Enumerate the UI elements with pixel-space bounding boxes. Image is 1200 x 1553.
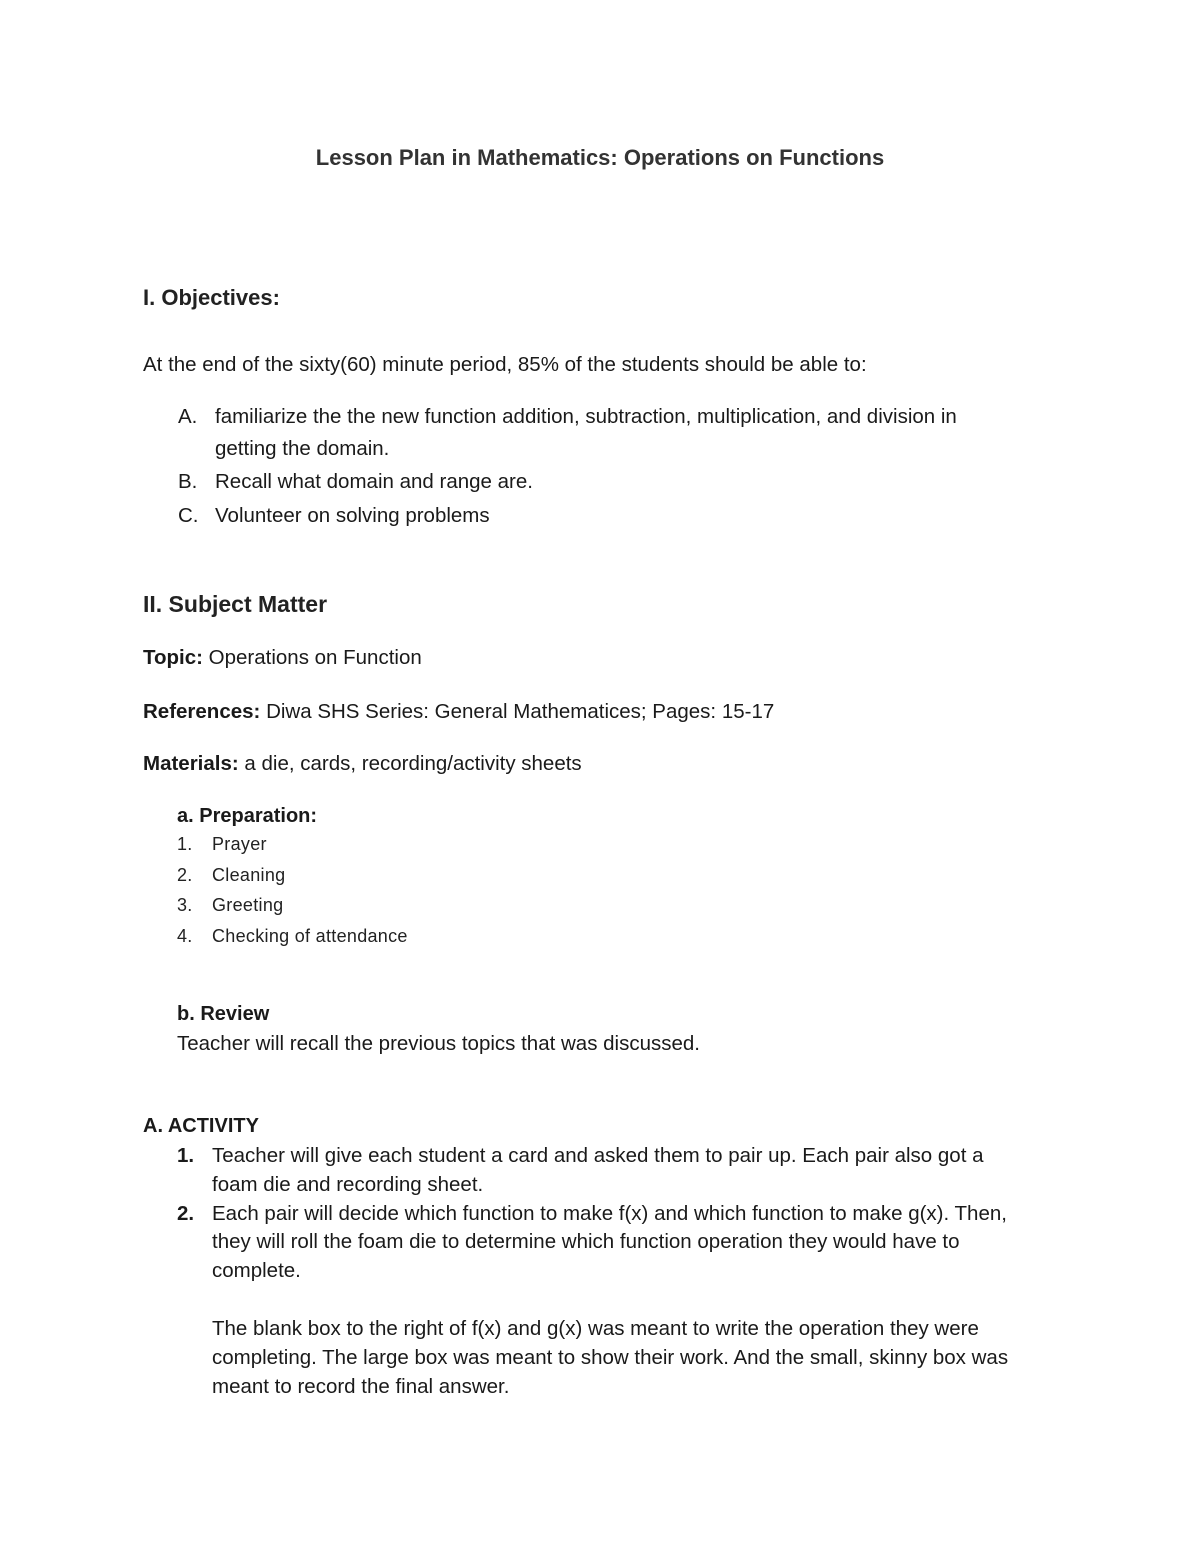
activity-2-line1: Each pair will decide which function to make f(x) and which function to make g(x). Then, xyxy=(212,1202,1007,1225)
materials-value: a die, cards, recording/activity sheets xyxy=(238,752,582,775)
activity-2-line2: they will roll the foam die to determine which function operation they would have to xyxy=(212,1230,960,1253)
preparation-item-3: Greeting xyxy=(212,895,284,915)
preparation-marker-3: 3. xyxy=(177,895,193,915)
page-title: Lesson Plan in Mathematics: Operations on Functions xyxy=(315,145,885,170)
objective-a-line1: familiarize the the new function addition, subtraction, multiplication, and division in xyxy=(215,405,957,428)
topic-value: Operations on Function xyxy=(202,646,422,669)
objective-b-line1: Recall what domain and range are. xyxy=(215,470,533,493)
objectives-intro: At the end of the sixty(60) minute period, 85% of the students should be able to: xyxy=(143,353,867,376)
activity-2-line3: complete. xyxy=(212,1259,301,1282)
objective-marker-b: B. xyxy=(178,470,198,493)
subject-matter-heading: II. Subject Matter xyxy=(143,591,328,617)
references-line xyxy=(143,697,774,727)
review-heading: b. Review xyxy=(177,1003,270,1025)
review-text: Teacher will recall the previous topics that was discussed. xyxy=(177,1032,700,1055)
activity-heading: A. ACTIVITY xyxy=(143,1115,259,1137)
preparation-marker-1: 1. xyxy=(177,834,193,854)
references-label: References: xyxy=(143,700,261,723)
activity-1-line1: Teacher will give each student a card and asked them to pair up. Each pair also got a xyxy=(212,1144,984,1167)
references-value: Diwa SHS Series: General Mathematices; Pages: 15-17 xyxy=(260,700,775,723)
materials-label: Materials: xyxy=(143,752,239,775)
objective-a-line2: getting the domain. xyxy=(215,437,390,460)
preparation-item-2: Cleaning xyxy=(212,865,286,885)
materials-line xyxy=(143,749,582,779)
activity-paragraph-line3: meant to record the final answer. xyxy=(212,1375,510,1398)
activity-marker-2: 2. xyxy=(177,1202,195,1225)
preparation-item-1: Prayer xyxy=(212,834,267,854)
preparation-marker-2: 2. xyxy=(177,865,193,885)
topic-line xyxy=(143,643,422,673)
objective-c-line1: Volunteer on solving problems xyxy=(215,504,490,527)
objective-marker-c: C. xyxy=(178,504,199,527)
objectives-heading: I. Objectives: xyxy=(143,285,280,310)
activity-paragraph-line1: The blank box to the right of f(x) and g(x) was meant to write the operation they were xyxy=(212,1317,979,1340)
preparation-heading: a. Preparation: xyxy=(177,805,318,827)
topic-label: Topic: xyxy=(143,646,203,669)
objective-marker-a: A. xyxy=(178,405,198,428)
activity-marker-1: 1. xyxy=(177,1144,195,1167)
preparation-marker-4: 4. xyxy=(177,926,193,946)
activity-paragraph-line2: completing. The large box was meant to show their work. And the small, skinny box was xyxy=(212,1346,1009,1369)
preparation-item-4: Checking of attendance xyxy=(212,926,408,946)
activity-1-line2: foam die and recording sheet. xyxy=(212,1173,484,1196)
